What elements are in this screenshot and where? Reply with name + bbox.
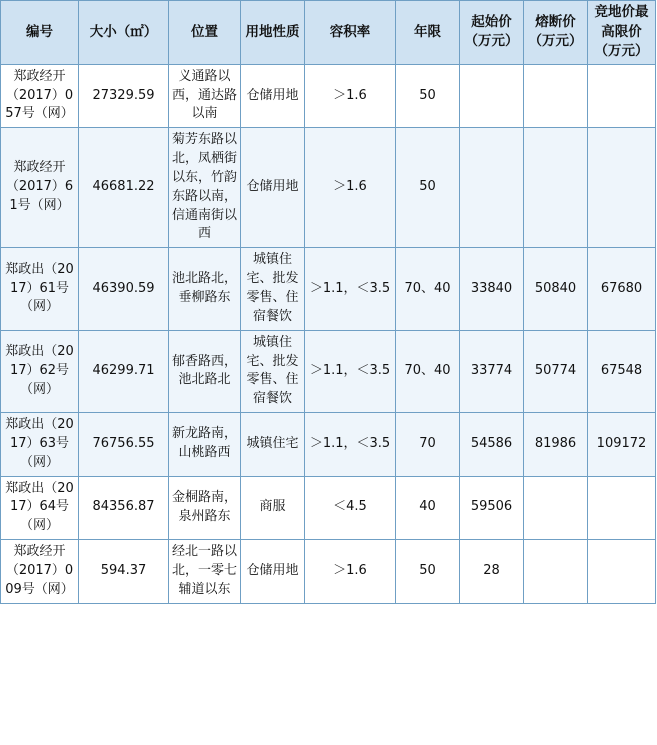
- column-header-size: 大小（㎡）: [79, 1, 169, 65]
- cell-land-use: 城镇住宅、批发零售、住宿餐饮: [241, 248, 305, 330]
- cell-max-price: [588, 476, 656, 540]
- cell-start-price: 54586: [460, 413, 524, 477]
- cell-term: 40: [396, 476, 460, 540]
- cell-term: 70: [396, 413, 460, 477]
- cell-code: 郑政经开（2017）61号（网）: [1, 128, 79, 248]
- cell-max-price: 67680: [588, 248, 656, 330]
- cell-fuse-price: 50840: [524, 248, 588, 330]
- cell-land-use: 仓储用地: [241, 128, 305, 248]
- cell-term: 50: [396, 540, 460, 604]
- cell-start-price: 59506: [460, 476, 524, 540]
- table-row: [1, 64, 656, 128]
- cell-land-use: 仓储用地: [241, 64, 305, 128]
- cell-floor-area-ratio: ＜4.5: [305, 476, 396, 540]
- cell-land-use: 城镇住宅: [241, 413, 305, 477]
- cell-size: 27329.59: [79, 64, 169, 128]
- cell-location: 金桐路南，泉州路东: [169, 476, 241, 540]
- table-body: [1, 64, 656, 603]
- cell-land-use: 城镇住宅、批发零售、住宿餐饮: [241, 330, 305, 412]
- cell-code: 郑政出（2017）63号（网）: [1, 413, 79, 477]
- cell-floor-area-ratio: ＞1.6: [305, 540, 396, 604]
- cell-size: 594.37: [79, 540, 169, 604]
- cell-land-use: 仓储用地: [241, 540, 305, 604]
- cell-location: 池北路北，垂柳路东: [169, 248, 241, 330]
- cell-location: 义通路以西，通达路以南: [169, 64, 241, 128]
- column-header-location: 位置: [169, 1, 241, 65]
- table-row: [1, 476, 656, 540]
- column-header-fuse-price: 熔断价（万元）: [524, 1, 588, 65]
- cell-fuse-price: 81986: [524, 413, 588, 477]
- cell-location: 新龙路南，山桃路西: [169, 413, 241, 477]
- column-header-land-use: 用地性质: [241, 1, 305, 65]
- table-header-row: [1, 1, 656, 65]
- cell-fuse-price: [524, 476, 588, 540]
- cell-start-price: [460, 64, 524, 128]
- cell-code: 郑政出（2017）64号（网）: [1, 476, 79, 540]
- cell-location: 郁香路西，池北路北: [169, 330, 241, 412]
- column-header-code: 编号: [1, 1, 79, 65]
- cell-size: 46390.59: [79, 248, 169, 330]
- cell-max-price: [588, 64, 656, 128]
- table-row: [1, 413, 656, 477]
- cell-code: 郑政经开（2017）057号（网）: [1, 64, 79, 128]
- cell-start-price: 28: [460, 540, 524, 604]
- cell-location: 经北一路以北，一零七辅道以东: [169, 540, 241, 604]
- cell-term: 70、40: [396, 248, 460, 330]
- cell-floor-area-ratio: ＞1.6: [305, 64, 396, 128]
- cell-location: 菊芳东路以北，凤栖街以东，竹韵东路以南，信通南街以西: [169, 128, 241, 248]
- table-row: [1, 330, 656, 412]
- cell-max-price: 109172: [588, 413, 656, 477]
- cell-term: 50: [396, 64, 460, 128]
- cell-floor-area-ratio: ＞1.1，＜3.5: [305, 330, 396, 412]
- cell-fuse-price: [524, 64, 588, 128]
- column-header-max-price: 竞地价最高限价（万元）: [588, 1, 656, 65]
- cell-start-price: 33840: [460, 248, 524, 330]
- cell-code: 郑政经开（2017）009号（网）: [1, 540, 79, 604]
- cell-max-price: [588, 540, 656, 604]
- cell-size: 46299.71: [79, 330, 169, 412]
- cell-term: 70、40: [396, 330, 460, 412]
- cell-size: 46681.22: [79, 128, 169, 248]
- cell-start-price: 33774: [460, 330, 524, 412]
- cell-code: 郑政出（2017）61号（网）: [1, 248, 79, 330]
- cell-fuse-price: [524, 540, 588, 604]
- table-row: [1, 128, 656, 248]
- cell-floor-area-ratio: ＞1.6: [305, 128, 396, 248]
- cell-term: 50: [396, 128, 460, 248]
- cell-size: 76756.55: [79, 413, 169, 477]
- cell-floor-area-ratio: ＞1.1，＜3.5: [305, 248, 396, 330]
- column-header-term: 年限: [396, 1, 460, 65]
- cell-max-price: 67548: [588, 330, 656, 412]
- cell-size: 84356.87: [79, 476, 169, 540]
- cell-start-price: [460, 128, 524, 248]
- cell-fuse-price: 50774: [524, 330, 588, 412]
- column-header-start-price: 起始价（万元）: [460, 1, 524, 65]
- column-header-floor-area-ratio: 容积率: [305, 1, 396, 65]
- table-row: [1, 248, 656, 330]
- cell-floor-area-ratio: ＞1.1，＜3.5: [305, 413, 396, 477]
- cell-code: 郑政出（2017）62号（网）: [1, 330, 79, 412]
- cell-land-use: 商服: [241, 476, 305, 540]
- cell-fuse-price: [524, 128, 588, 248]
- cell-max-price: [588, 128, 656, 248]
- table-row: [1, 540, 656, 604]
